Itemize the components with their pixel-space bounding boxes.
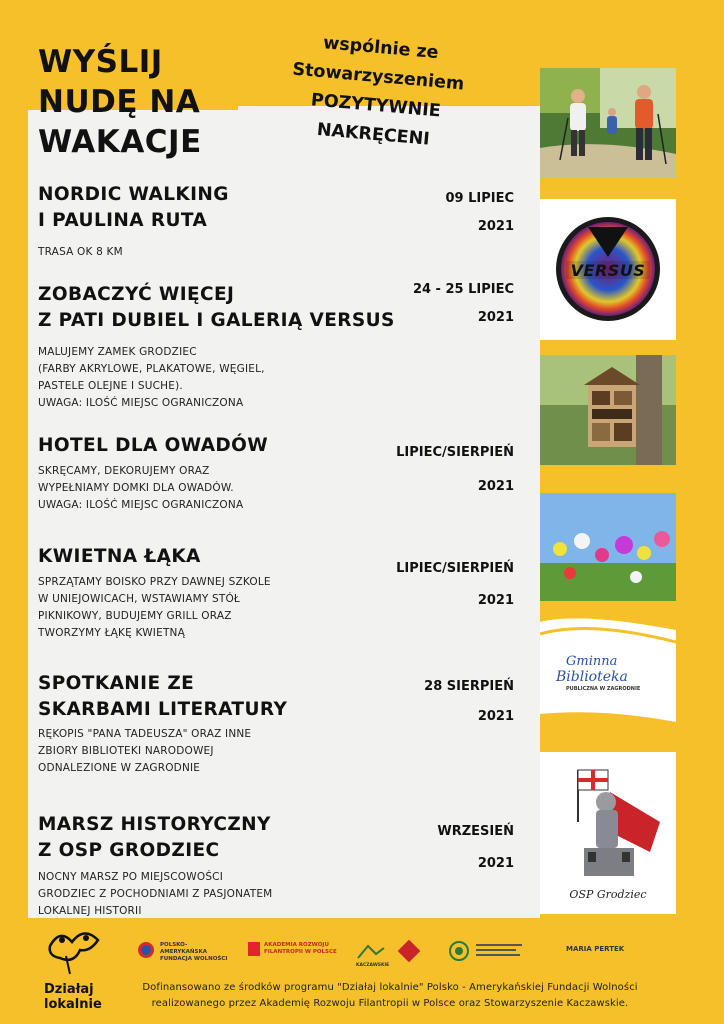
event-title-line: KWIETNA ŁĄKA [38, 546, 201, 567]
sponsor-name: AKADEMIA ROZWOJU FILANTROPII W POLSCE [264, 942, 337, 955]
library-subtitle: PUBLICZNA W ZAGRODNIE [566, 686, 641, 692]
event-desc-line: TRASA OK 8 KM [38, 246, 123, 258]
event-year: 2021 [477, 310, 514, 325]
title-line: WYŚLIJ [38, 44, 163, 80]
dzialaj-lokalnie-logo [40, 926, 110, 1018]
event-year: 2021 [477, 219, 514, 234]
event-description [38, 244, 518, 261]
event-title-line: SPOTKANIE ZE [38, 673, 195, 694]
event-year: 2021 [477, 709, 514, 724]
nordic-walking-illustration [540, 68, 676, 178]
insect-hotel-photo [540, 355, 676, 465]
event-marsz-historyczny [38, 812, 518, 920]
event-description [38, 726, 518, 777]
event-desc-line: GRODZIEC Z POCHODNIAMI Z PASJONATEM [38, 888, 273, 900]
logo-line: lokalnie [44, 997, 102, 1012]
event-desc-line: PIKNIKOWY, BUDUJEMY GRILL ORAZ [38, 610, 232, 622]
event-kwietna-laka [38, 544, 518, 642]
event-zobaczyc-wiecej [38, 282, 518, 412]
library-name-line: Biblioteka [556, 669, 628, 685]
event-date-line: 09 LIPIEC [445, 191, 514, 206]
event-desc-line: UWAGA: ILOŚĆ MIEJSC OGRANICZONA [38, 499, 244, 511]
event-desc-line: SKRĘCAMY, DEKORUJEMY ORAZ [38, 465, 210, 477]
event-desc-line: UWAGA: ILOŚĆ MIEJSC OGRANICZONA [38, 397, 244, 409]
sponsor-name: MARIA PERTEK [566, 945, 625, 953]
library-name-line: Gminna [566, 654, 618, 669]
pafw-icon [136, 940, 156, 960]
partner-round-icon [448, 940, 470, 962]
event-year: 2021 [477, 479, 514, 494]
title-line: NUDĘ NA [38, 84, 201, 120]
funding-line: Dofinansowano ze środków programu "Działaj lokalnie" Polsko - Amerykańskiej Fundacji Wolności [142, 982, 638, 993]
organizer-line: POZYTYWNIE [310, 90, 442, 122]
event-title-line: ZOBACZYĆ WIĘCEJ [38, 284, 235, 305]
event-year: 2021 [477, 593, 514, 608]
event-desc-line: (FARBY AKRYLOWE, PLAKATOWE, WĘGIEL, [38, 363, 265, 375]
osp-grodziec-logo-box [540, 752, 676, 914]
insect-hotel-illustration [540, 355, 676, 465]
dzialaj-lokalnie-text [44, 982, 102, 1012]
event-title-line: MARSZ HISTORYCZNY [38, 814, 271, 835]
event-date [445, 185, 514, 241]
event-date [413, 276, 514, 332]
arfp-icon [246, 940, 262, 958]
partner-icon [398, 940, 420, 962]
library-logo-box [540, 612, 676, 736]
osp-logo-text: OSP Grodziec [569, 888, 647, 901]
event-date-line: 24 - 25 LIPIEC [412, 282, 514, 297]
event-description [38, 344, 518, 412]
poster-title [38, 42, 202, 162]
organizer-line: NAKRĘCENI [316, 119, 431, 150]
event-title-line: SKARBAMI LITERATURY [38, 699, 288, 720]
event-title-line: I PAULINA RUTA [38, 210, 208, 231]
logo-line: Działaj [44, 982, 94, 997]
event-title-line: NORDIC WALKING [38, 184, 229, 205]
partner-text-block [476, 942, 526, 962]
event-hotel-dla-owadow [38, 433, 518, 514]
event-desc-line: RĘKOPIS "PANA TADEUSZA" ORAZ INNE [38, 728, 252, 740]
flower-meadow-photo [540, 493, 676, 601]
event-title-line: Z PATI DUBIEL I GALERIĄ VERSUS [38, 310, 395, 331]
organizer-line: wspólnie ze [322, 33, 440, 64]
event-desc-line: NOCNY MARSZ PO MIEJSCOWOŚCI [38, 871, 224, 883]
event-date [396, 553, 514, 617]
funding-note [120, 980, 660, 1012]
event-date [424, 672, 514, 732]
event-title-line: Z OSP GRODZIEC [38, 840, 220, 861]
event-date-line: 28 SIERPIEŃ [424, 679, 514, 694]
funding-line: realizowanego przez Akademię Rozwoju Filantropii w Polsce oraz Stowarzyszenie Kaczawskie. [151, 998, 629, 1009]
event-nordic-walking [38, 182, 518, 261]
organizer-line: Stowarzyszeniem [291, 59, 465, 95]
event-title-line: HOTEL DLA OWADÓW [38, 435, 269, 456]
event-date-line: WRZESIEŃ [437, 824, 514, 839]
event-desc-line: TWORZYMY ŁĄKĘ KWIETNĄ [38, 627, 185, 639]
event-desc-line: PASTELE OLEJNE I SUCHE). [38, 380, 183, 392]
title-line: WAKACJE [38, 124, 202, 160]
sponsor-name: POLSKO-AMERYKAŃSKA FUNDACJA WOLNOŚCI [160, 942, 228, 962]
versus-logo-box [540, 199, 676, 340]
event-desc-line: W UNIEJOWICACH, WSTAWIAMY STÓŁ [38, 593, 241, 605]
kaczawskie-icon [356, 942, 386, 962]
event-desc-line: MALUJEMY ZAMEK GRODZIEC [38, 346, 197, 358]
event-year: 2021 [477, 856, 514, 871]
sponsor-logos [130, 936, 690, 972]
event-desc-line: SPRZĄTAMY BOISKO PRZY DAWNEJ SZKOLE [38, 576, 271, 588]
footer [0, 918, 724, 1024]
event-desc-line: ODNALEZIONE W ZAGRODNIE [38, 762, 201, 774]
flower-meadow-illustration [540, 493, 676, 601]
event-desc-line: ZBIORY BIBLIOTEKI NARODOWEJ [38, 745, 214, 757]
event-desc-line: LOKALNEJ HISTORII [38, 905, 142, 917]
sponsor-name: KACZAWSKIE [356, 963, 390, 968]
library-logo-text [550, 654, 670, 693]
event-spotkanie-literatury [38, 671, 518, 777]
event-date [437, 816, 514, 880]
nordic-walking-photo [540, 68, 676, 178]
versus-logo-text: VERSUS [570, 261, 646, 280]
event-date [396, 436, 514, 504]
event-date-line: LIPIEC/SIERPIEŃ [396, 445, 514, 460]
event-date-line: LIPIEC/SIERPIEŃ [396, 561, 514, 576]
organizer-note [257, 24, 496, 160]
event-desc-line: WYPEŁNIAMY DOMKI DLA OWADÓW. [38, 482, 234, 494]
